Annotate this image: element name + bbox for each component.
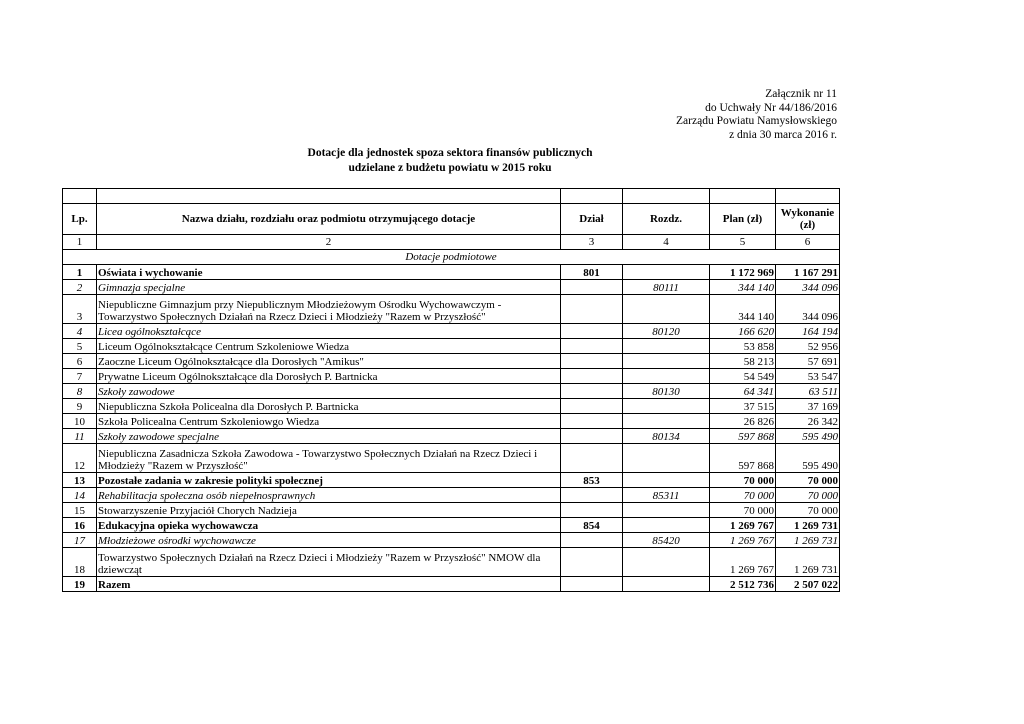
cell-plan: 70 000 bbox=[710, 488, 776, 503]
resolution-number: do Uchwały Nr 44/186/2016 bbox=[705, 101, 837, 114]
cell-wykonanie: 53 547 bbox=[776, 369, 840, 384]
cell-name: Szkoła Policealna Centrum Szkoleniowgo Wiedza bbox=[97, 414, 561, 429]
cell-name: Edukacyjna opieka wychowawcza bbox=[97, 518, 561, 533]
cell-lp: 9 bbox=[63, 399, 97, 414]
cell-rozdz bbox=[623, 399, 710, 414]
cell-lp: 19 bbox=[63, 577, 97, 592]
cell-name: Pozostałe zadania w zakresie polityki społecznej bbox=[97, 473, 561, 488]
cell-dzial bbox=[561, 577, 623, 592]
cell-rozdz bbox=[623, 503, 710, 518]
cell-dzial: 854 bbox=[561, 518, 623, 533]
header-lp: Lp. bbox=[63, 204, 97, 235]
table-row bbox=[63, 518, 840, 533]
header-rozdz: Rozdz. bbox=[623, 204, 710, 235]
table-row bbox=[63, 295, 840, 324]
document-header bbox=[676, 88, 837, 142]
cell-plan: 2 512 736 bbox=[710, 577, 776, 592]
cell-name: Rehabilitacja społeczna osób niepełnosprawnych bbox=[97, 488, 561, 503]
cell-dzial bbox=[561, 414, 623, 429]
cell-wykonanie: 1 167 291 bbox=[776, 265, 840, 280]
cell-lp: 7 bbox=[63, 369, 97, 384]
cell-plan: 344 140 bbox=[710, 295, 776, 324]
cell-dzial bbox=[561, 533, 623, 548]
cell-rozdz bbox=[623, 548, 710, 577]
cell-wykonanie: 1 269 731 bbox=[776, 533, 840, 548]
cell-rozdz bbox=[623, 473, 710, 488]
cell-lp: 2 bbox=[63, 280, 97, 295]
cell-name: Szkoły zawodowe bbox=[97, 384, 561, 399]
cell-wykonanie: 344 096 bbox=[776, 295, 840, 324]
cell-dzial bbox=[561, 295, 623, 324]
cell-wykonanie: 70 000 bbox=[776, 503, 840, 518]
cell-plan: 54 549 bbox=[710, 369, 776, 384]
cell-name: Niepubliczna Zasadnicza Szkoła Zawodowa - Towarzystwo Społecznych Działań na Rzecz Dzieci i Młodzieży "Razem w Przyszłość" bbox=[97, 444, 561, 473]
cell-name: Towarzystwo Społecznych Działań na Rzecz Dzieci i Młodzieży "Razem w Przyszłość" NMOW dla dziewcząt bbox=[97, 548, 561, 577]
cell-name: Niepubliczne Gimnazjum przy Niepublicznym Młodzieżowym Ośrodku Wychowawczym - Towarzystwo Społecznych Działań na Rzecz Dzieci i Młodzieży "Razem w Przyszłość" bbox=[97, 295, 561, 324]
cell-dzial bbox=[561, 280, 623, 295]
cell-wykonanie: 1 269 731 bbox=[776, 518, 840, 533]
col-number: 1 bbox=[63, 235, 97, 250]
cell-rozdz bbox=[623, 414, 710, 429]
cell-dzial bbox=[561, 503, 623, 518]
cell-plan: 58 213 bbox=[710, 354, 776, 369]
table-row bbox=[63, 503, 840, 518]
cell-rozdz: 85311 bbox=[623, 488, 710, 503]
cell-dzial bbox=[561, 354, 623, 369]
cell-rozdz bbox=[623, 265, 710, 280]
cell-wykonanie: 2 507 022 bbox=[776, 577, 840, 592]
table-row bbox=[63, 265, 840, 280]
spacer-cell bbox=[623, 189, 710, 204]
cell-plan: 166 620 bbox=[710, 324, 776, 339]
cell-name: Zaoczne Liceum Ogólnokształcące dla Dorosłych "Amikus" bbox=[97, 354, 561, 369]
table-row bbox=[63, 488, 840, 503]
cell-wykonanie: 595 490 bbox=[776, 444, 840, 473]
cell-plan: 1 269 767 bbox=[710, 533, 776, 548]
cell-lp: 11 bbox=[63, 429, 97, 444]
table-row bbox=[63, 354, 840, 369]
table-row bbox=[63, 533, 840, 548]
cell-rozdz bbox=[623, 444, 710, 473]
cell-plan: 70 000 bbox=[710, 473, 776, 488]
issuing-body: Zarządu Powiatu Namysłowskiego bbox=[676, 115, 837, 128]
cell-lp: 10 bbox=[63, 414, 97, 429]
title-line-2: udzielane z budżetu powiatu w 2015 roku bbox=[348, 161, 552, 174]
subsidies-table bbox=[62, 188, 840, 592]
cell-name: Gimnazja specjalne bbox=[97, 280, 561, 295]
cell-plan: 597 868 bbox=[710, 444, 776, 473]
cell-lp: 15 bbox=[63, 503, 97, 518]
column-number-row bbox=[63, 235, 840, 250]
spacer-cell bbox=[561, 189, 623, 204]
cell-name: Szkoły zawodowe specjalne bbox=[97, 429, 561, 444]
cell-wykonanie: 63 511 bbox=[776, 384, 840, 399]
cell-rozdz bbox=[623, 518, 710, 533]
cell-rozdz bbox=[623, 354, 710, 369]
cell-lp: 1 bbox=[63, 265, 97, 280]
title-line-1: Dotacje dla jednostek spoza sektora finansów publicznych bbox=[307, 147, 593, 159]
cell-plan: 70 000 bbox=[710, 503, 776, 518]
cell-lp: 6 bbox=[63, 354, 97, 369]
cell-rozdz: 80120 bbox=[623, 324, 710, 339]
cell-wykonanie: 344 096 bbox=[776, 280, 840, 295]
spacer-cell bbox=[97, 189, 561, 204]
cell-name: Licea ogólnokształcące bbox=[97, 324, 561, 339]
spacer-cell bbox=[776, 189, 840, 204]
cell-rozdz: 80130 bbox=[623, 384, 710, 399]
cell-rozdz: 80134 bbox=[623, 429, 710, 444]
cell-rozdz bbox=[623, 339, 710, 354]
table-spacer-row bbox=[63, 189, 840, 204]
cell-dzial bbox=[561, 369, 623, 384]
col-number: 6 bbox=[776, 235, 840, 250]
cell-lp: 8 bbox=[63, 384, 97, 399]
cell-name: Niepubliczna Szkoła Policealna dla Dorosłych P. Bartnicka bbox=[97, 399, 561, 414]
table-row bbox=[63, 444, 840, 473]
cell-wykonanie: 52 956 bbox=[776, 339, 840, 354]
table-row bbox=[63, 399, 840, 414]
cell-name: Oświata i wychowanie bbox=[97, 265, 561, 280]
cell-wykonanie: 37 169 bbox=[776, 399, 840, 414]
cell-dzial: 853 bbox=[561, 473, 623, 488]
table-row bbox=[63, 414, 840, 429]
cell-lp: 16 bbox=[63, 518, 97, 533]
col-number: 5 bbox=[710, 235, 776, 250]
cell-dzial bbox=[561, 324, 623, 339]
header-wykonanie: Wykonanie (zł) bbox=[776, 204, 840, 235]
header-dzial: Dział bbox=[561, 204, 623, 235]
cell-wykonanie: 70 000 bbox=[776, 488, 840, 503]
table-row bbox=[63, 548, 840, 577]
cell-dzial: 801 bbox=[561, 265, 623, 280]
table-header-row bbox=[63, 204, 840, 235]
spacer-cell bbox=[710, 189, 776, 204]
cell-plan: 597 868 bbox=[710, 429, 776, 444]
header-name: Nazwa działu, rozdziału oraz podmiotu otrzymującego dotacje bbox=[97, 204, 561, 235]
cell-plan: 53 858 bbox=[710, 339, 776, 354]
cell-plan: 1 172 969 bbox=[710, 265, 776, 280]
cell-name: Liceum Ogólnokształcące Centrum Szkoleniowe Wiedza bbox=[97, 339, 561, 354]
table-row bbox=[63, 577, 840, 592]
cell-rozdz bbox=[623, 577, 710, 592]
section-label: Dotacje podmiotowe bbox=[63, 250, 840, 265]
cell-dzial bbox=[561, 384, 623, 399]
cell-lp: 18 bbox=[63, 548, 97, 577]
cell-dzial bbox=[561, 399, 623, 414]
table-row bbox=[63, 384, 840, 399]
cell-name: Stowarzyszenie Przyjaciół Chorych Nadzieja bbox=[97, 503, 561, 518]
section-row bbox=[63, 250, 840, 265]
cell-name: Razem bbox=[97, 577, 561, 592]
annex-number: Załącznik nr 11 bbox=[765, 88, 837, 100]
col-number: 4 bbox=[623, 235, 710, 250]
cell-dzial bbox=[561, 548, 623, 577]
cell-lp: 3 bbox=[63, 295, 97, 324]
cell-lp: 4 bbox=[63, 324, 97, 339]
document-title bbox=[300, 146, 600, 175]
cell-name: Młodzieżowe ośrodki wychowawcze bbox=[97, 533, 561, 548]
cell-plan: 37 515 bbox=[710, 399, 776, 414]
cell-plan: 1 269 767 bbox=[710, 518, 776, 533]
cell-plan: 344 140 bbox=[710, 280, 776, 295]
cell-rozdz bbox=[623, 369, 710, 384]
cell-lp: 5 bbox=[63, 339, 97, 354]
cell-rozdz: 80111 bbox=[623, 280, 710, 295]
header-plan: Plan (zł) bbox=[710, 204, 776, 235]
cell-lp: 17 bbox=[63, 533, 97, 548]
table-row bbox=[63, 473, 840, 488]
cell-plan: 1 269 767 bbox=[710, 548, 776, 577]
spacer-cell bbox=[63, 189, 97, 204]
cell-rozdz: 85420 bbox=[623, 533, 710, 548]
cell-wykonanie: 70 000 bbox=[776, 473, 840, 488]
col-number: 2 bbox=[97, 235, 561, 250]
cell-dzial bbox=[561, 488, 623, 503]
cell-lp: 12 bbox=[63, 444, 97, 473]
cell-dzial bbox=[561, 339, 623, 354]
cell-plan: 26 826 bbox=[710, 414, 776, 429]
cell-name: Prywatne Liceum Ogólnokształcące dla Dorosłych P. Bartnicka bbox=[97, 369, 561, 384]
table-row bbox=[63, 339, 840, 354]
col-number: 3 bbox=[561, 235, 623, 250]
table-row bbox=[63, 280, 840, 295]
cell-wykonanie: 595 490 bbox=[776, 429, 840, 444]
resolution-date: z dnia 30 marca 2016 r. bbox=[729, 128, 837, 141]
table-row bbox=[63, 324, 840, 339]
cell-wykonanie: 164 194 bbox=[776, 324, 840, 339]
cell-wykonanie: 1 269 731 bbox=[776, 548, 840, 577]
cell-dzial bbox=[561, 444, 623, 473]
table-row bbox=[63, 429, 840, 444]
cell-lp: 13 bbox=[63, 473, 97, 488]
cell-plan: 64 341 bbox=[710, 384, 776, 399]
cell-lp: 14 bbox=[63, 488, 97, 503]
cell-rozdz bbox=[623, 295, 710, 324]
cell-wykonanie: 57 691 bbox=[776, 354, 840, 369]
cell-dzial bbox=[561, 429, 623, 444]
cell-wykonanie: 26 342 bbox=[776, 414, 840, 429]
table-row bbox=[63, 369, 840, 384]
